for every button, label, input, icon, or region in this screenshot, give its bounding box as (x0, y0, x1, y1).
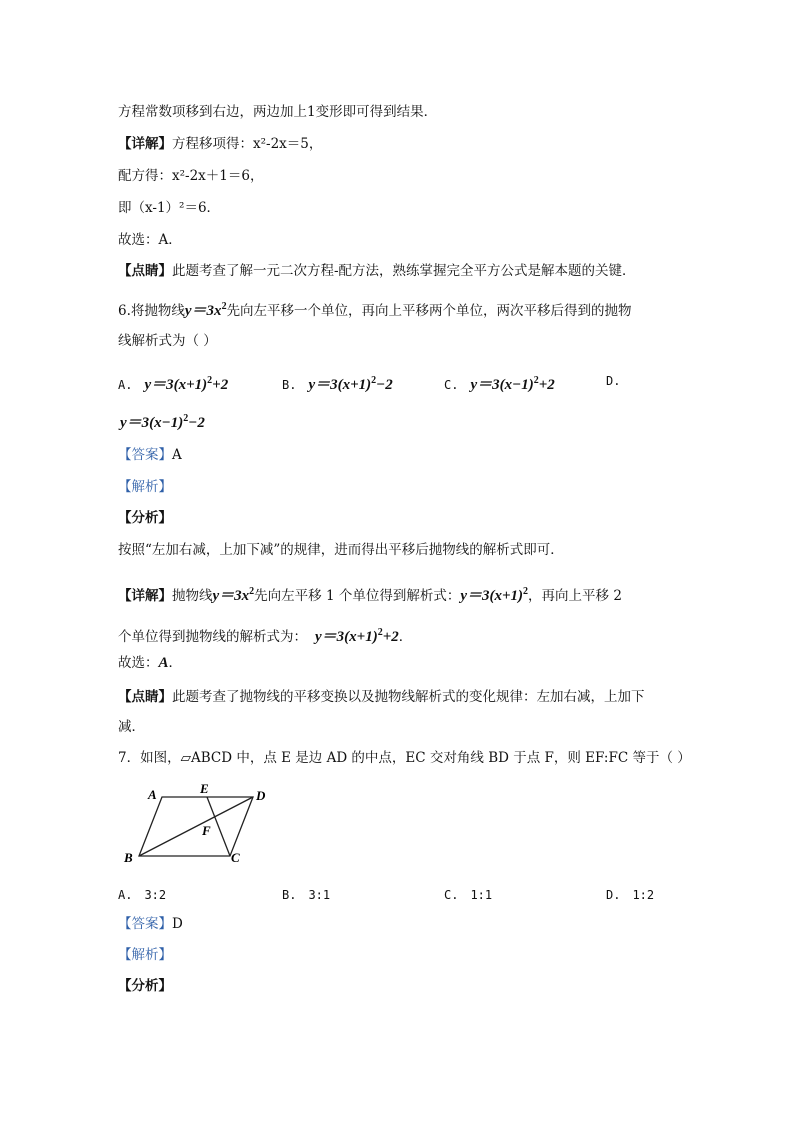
diagonal-bd (139, 797, 253, 856)
question-6-stem-cont: 线解析式为（ ） (118, 333, 217, 349)
text-line: 即（x-1）²＝6． (118, 200, 221, 216)
note-line: 【点睛】此题考查了抛物线的平移变换以及抛物线解析式的变化规律：左加右减，上加下 (118, 689, 645, 705)
fenxi-tag: 【分析】 (118, 510, 172, 526)
label-d: D (256, 788, 266, 803)
option-c[interactable]: C. $y=3(x-1)^2+2$ (444, 375, 555, 393)
q7-fenxi-line (118, 977, 172, 995)
question-7-stem: 7．如图，▱ABCD 中，点 E 是边 AD 的中点，EC 交对角线 BD 于点 F，则 EF:FC 等于（ ） (118, 750, 691, 766)
label-c: C (231, 850, 240, 865)
q7-analysis-line (118, 946, 172, 964)
note-line: 【点睛】此题考查了解一元二次方程-配方法，熟练掌握完全平方公式是解本题的关键． (118, 263, 636, 279)
q7-option-d[interactable]: D. 1:2 (606, 888, 655, 902)
detail-line-cont: 个单位得到抛物线的解析式为： $y=3(x+1)^2+2$． (118, 627, 413, 645)
text-line: 故选：A． (118, 232, 182, 248)
answer-tag: 【答案】 (118, 447, 172, 463)
detail-tag: 【详解】 (118, 588, 172, 604)
detail-tag: 【详解】 (118, 136, 172, 152)
choose-line: 故选：A． (118, 655, 183, 671)
fenxi-text: 按照“左加右减，上加下减”的规律，进而得出平移后抛物线的解析式即可． (118, 542, 564, 558)
label-f: F (202, 823, 211, 838)
q7-option-a[interactable]: A. 3:2 (118, 888, 167, 902)
q7-option-c[interactable]: C. 1:1 (444, 888, 493, 902)
parallelogram-figure (115, 778, 285, 870)
option-b[interactable]: B. $y=3(x+1)^2-2$ (282, 375, 393, 393)
option-d[interactable]: $y=3(x-1)^2-2$ (120, 413, 205, 431)
text-line: 方程常数项移到右边，两边加上1变形即可得到结果． (118, 104, 438, 120)
label-e: E (200, 781, 209, 796)
detail-line: 【详解】抛物线$y=3x^2$先向左平移 1 个单位得到解析式：$y=3(x+1)^2$，再向上平移 2 (118, 586, 622, 604)
q7-answer-line: 【答案】D (118, 916, 183, 932)
text-line: 配方得：x²-2x＋1＝6， (118, 168, 264, 184)
answer-tag: 【答案】 (118, 916, 172, 932)
math-expression: $y=3x^2$ (184, 301, 227, 319)
answer-line: 【答案】A (118, 447, 182, 463)
option-a[interactable]: A. $y=3(x+1)^2+2$ (118, 375, 229, 393)
analysis-tag: 【解析】 (118, 479, 172, 495)
option-d-label[interactable]: D. (606, 374, 621, 388)
note-tag: 【点睛】 (118, 263, 172, 279)
note-line-cont: 减． (118, 719, 145, 735)
analysis-tag: 【解析】 (118, 947, 172, 963)
detail-line: 【详解】方程移项得：x²-2x＝5， (118, 136, 323, 152)
fenxi-line (118, 509, 172, 527)
analysis-line (118, 478, 172, 496)
label-a: A (148, 787, 157, 802)
label-b: B (124, 850, 133, 865)
q7-option-b[interactable]: B. 3:1 (282, 888, 331, 902)
fenxi-tag: 【分析】 (118, 978, 172, 994)
question-6-stem: 6.将抛物线$y=3x^2$先向左平移一个单位，再向上平移两个单位，两次平移后得到的抛物 (118, 301, 632, 319)
note-tag: 【点睛】 (118, 689, 172, 705)
